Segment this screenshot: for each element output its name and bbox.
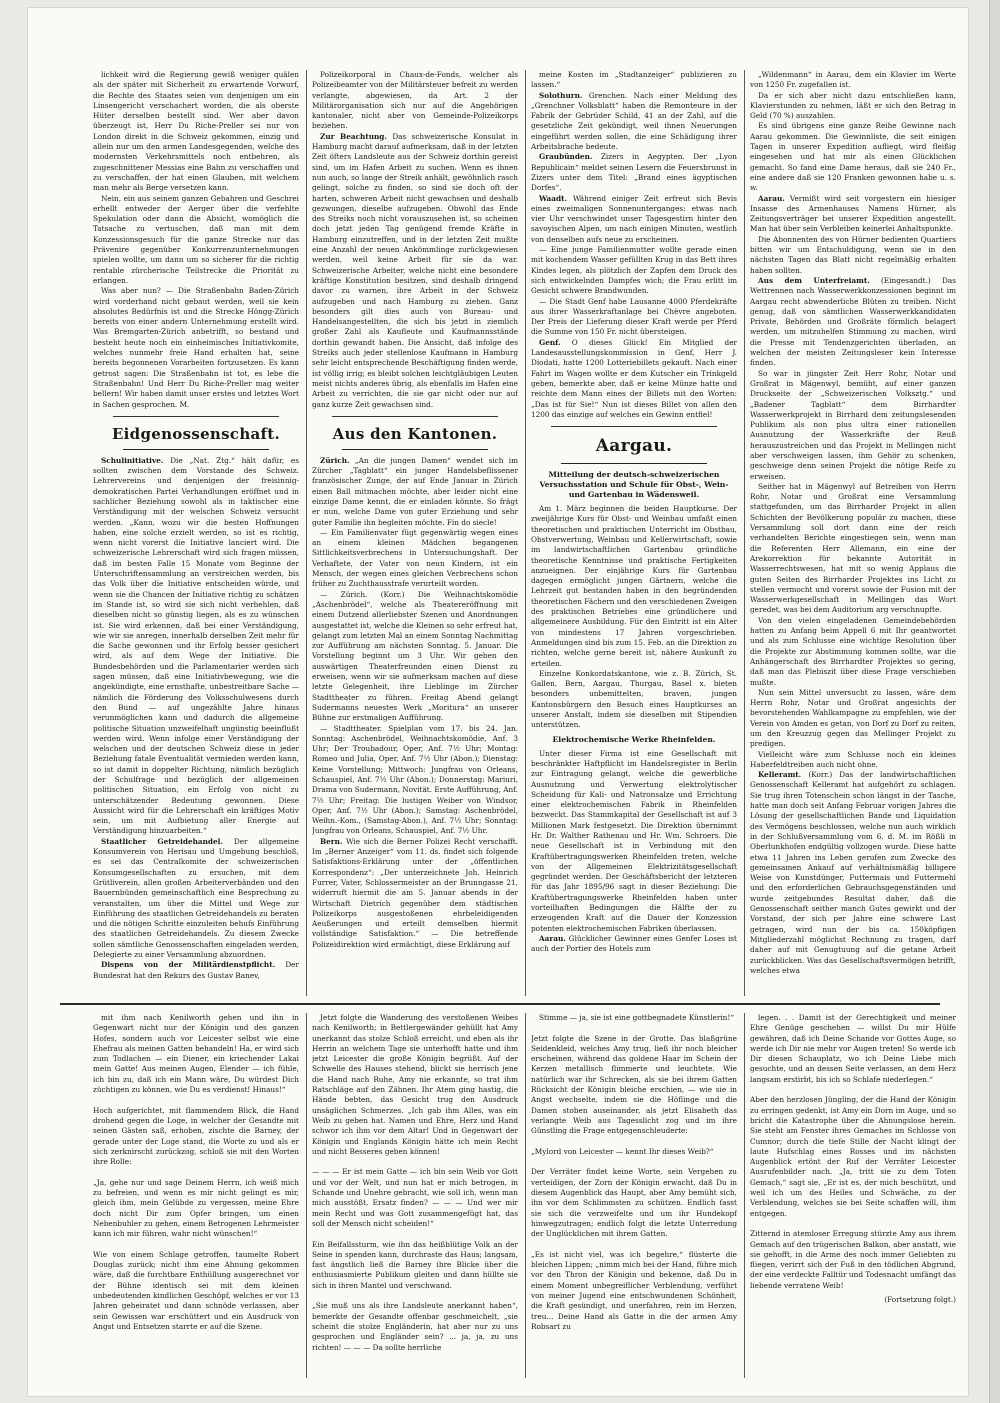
article-paragraph: Von den vielen eingeladenen Gemeindebehörden hatten zu Anfang beim Appell 6 mit Ihr geantwortet und als zum Schlusse eine wichtige Resolution über die Projekte zur Abstimmung kommen sollte, war die Anhängerschaft des Birrhardter Projektes so gering, daß man das Plebiszit über diese Frage verschieben mußte.	[750, 615, 956, 687]
column-2	[312, 70, 518, 996]
article-paragraph: Solothurn. Grenchen. Nach einer Meldung des „Grenchner Volksblatt“ haben die Remonteure in der Fabrik der Gebrüder Schild, 41 an der Zahl, auf die gesetzliche Zeit gekündigt, weil ihnen Neuerungen eingeführt werden sollen, die eine Schädigung ihrer Arbeitsbrache bedeute.	[531, 90, 737, 152]
article-paragraph: Genf. O dieses Glück! Ein Mitglied der Landesausstellungskommission in Genf, Herr J. Diodati, hatte 1200 Lotteriebillets gekauft. Nach einer Fahrt im Wagen wollte er dem Kutscher ein Trinkgeld geben, bemerkte aber, daß er keine Münze hatte und reichte dem Mann eines der Billets mit den Worten: „Das ist für Sie!“ Nun ist dieses Billet von allen den 1200 das einzige auf welches ein Gewinn entfiel!	[531, 337, 737, 419]
article-paragraph: Staatlicher Getreidehandel. Der allgemeine Konsumverein von Herisau und Umgebung beschloß, es sei das Centralkomite der schweizerischen Konsumgesellschaften zu ersuchen, mit dem Grütliverein, allen großen Arbeiterverbänden und den Bauernbünden gemeinschaftlich eine Besprechung zu veranstalten, um über die Mittel und Wege zur Einführung des staatlichen Getreidehandels zu beraten und die nötigen Schritte einzuleiten behufs Einführung des staatlichen Getreidehandels. Zu diesem Zwecke sollen sämtliche Genossenschaften eingeladen werden, Delegierte zu einer Versammlung abzuordnen.	[93, 836, 299, 960]
article-paragraph: Was aber nun? — Die Straßenbahn Baden-Zürich wird vorderhand nicht gebaut werden, weil sie kein absolutes Bedürfnis ist und die Strecke Höngg-Zürich bereits von einer andern Unternehmung erstellt wird. Was Bremgarten-Zürich anbetrifft, so bestand und besteht heute noch ein einheimisches Initiativkomite, welches nunmehr freie Hand erhalten hat, seine bereits begonnenen Vorarbeiten fortzusetzen. Es kann getrost sagen: Die Straßenbahn ist tot, es lebe die Straßenbahn! Und Herr Du Riche-Preller mag weiter bellern! Wir haben damit unser erstes und letztes Wort in Sachen gesprochen. M.	[93, 286, 299, 409]
article-paragraph: lichkeit wird die Regierung gewiß weniger quälen als der später mit Sicherheit zu erwartende Vorwurf, die Rechte des Staates seien von denjenigen um ein Linsengericht verschachert worden, die als oberste Hüter derselben bestellt sind. Wer aber davon überzeugt ist, Herr Du Riche-Preller sei nur von London direkt in die Schweiz gekommen, einzig und allein nur um den armen Landesgegenden, welche des modernsten Verkehrsmittels noch entbehren, als zugeschnittener Messias eine Bahn zu verschaffen und zu verschaffen, der hat einen Glauben, mit welchem man mehr als Berge versetzen kann.	[93, 70, 299, 193]
article-paragraph: So war in jüngster Zeit Herr Rohr, Notar und Großrat in Mägenwyl, bemüht, auf einer ganzen Druckseite der „Schweizerischen Volksztg.“ und „Badener Tagblatt“ dem Birrhardter Wasserwerkprojekt in Birrhard dem zeitungslesenden Publikum als non plus ultra einer rationellen Ausnutzung der Wasserkräfte der Reuß herauszustreichen und das Projekt in Mellingen nicht aber verschweigen lassen, ihm Gehör zu schenken, geschweige denn seinen Projekt die nötige Reife zu erweisen.	[750, 368, 956, 481]
feuilleton-column-3	[531, 1013, 737, 1378]
article-paragraph: — Eine junge Familienmutter wollte gerade einen mit kochendem Wasser gefüllten Krug in das Bett ihres Kindes legen, als plötzlich der Zapfen dem Druck des sich entwickelnden Dampfes wich; die Frau erlitt im Gesicht schwere Brandwunden.	[531, 245, 737, 296]
continuation-note: (Fortsetzung folgt.)	[884, 1295, 956, 1305]
title-rule	[561, 463, 707, 464]
article-paragraph: Aarau. Vermißt wird seit vorgestern ein hiesiger Insasse des Armenhauses Namens Hürner, als Zeitungsverträger bei unserer Expedition angestellt. Man hat über sein Verbleiben keinerlei Anhaltspunkte.	[750, 193, 956, 234]
page-edge-strip	[989, 0, 1000, 1403]
column-1	[93, 70, 299, 996]
run-head: Schulinitiative.	[101, 455, 164, 465]
article-paragraph: Am 1. März beginnen die beiden Hauptkurse. Der zweijährige Kurs für Obst- und Weinbau umfaßt einen theoretischen und praktischen Unterricht im Obstbau, Obstverwertung, Weinbau und Kellerwirtschaft, sowie im landwirtschaftlichen Gartenbau gründliche theoretische Kenntnisse und praktische Fertigkeiten anzueignen. Der einjährige Kurs für Gartenbau dagegen ermöglicht jungen Gärtnern, welche die Lehrzeit gut bestanden haben in den begründenden theoretischen Fächern und den verschiedenen Zweigen des praktischen Betriebes eine gründlichere und allgemeinere Ausbildung. Für den Eintritt ist ein Alter von mindestens 17 Jahren vorgeschrieben. Anmeldungen sind bis zum 15. Feb. an die Direktion zu richten, welche gerne bereit ist, nähere Auskunft zu erteilen.	[531, 504, 737, 668]
run-head: Bern.	[320, 836, 343, 846]
article-paragraph: Einzelne Konkordatskantone, wie z. B. Zürich, St. Gallen, Bern, Aargau, Thurgau, Basel x. bieten besonders unbemittelten, braven, jungen Kantonsbürgern den Besuch eines Hauptkurses an unserer Anstalt, indem sie dieselben mit Stipendien unterstützen.	[531, 668, 737, 730]
article-paragraph: Schulinitiative. Die „Nat. Ztg.“ hält dafür, es sollten zwischen dem Vorstande des Schweiz. Lehrervereins und denjenigen der freisinnig-demokratischen Partei Verhandlungen eröffnet und in sachlicher Beziehung sowohl als in taktischer eine Verständigung mit der welschen Schweiz versucht werden. „Kann, wozu wir die besten Hoffnungen haben, eine solche erzielt werden, so ist es richtig, wenn nicht vorerst die Initiative lanciert wird. Die schweizerische Lehrerschaft wird sich fragen müssen, daß im besten Falle 15 Monate vom Beginne der Unterschriftensammlung an verstreichen werden, bis das Volk über die Initiative entscheiden würde, und wenn sie die Chancen der Initiative richtig zu schätzen im Stande ist, so wird sie sich nicht verhehlen, daß dieselben nicht so günstig liegen, als es zu wünschen ist. Sie wird erkennen, daß bei einer Verständigung, wie wir sie anregen, innerhalb derselben Zeit mehr für die Sache gewonnen und ihr Erfolg besser gesichert wird, als auf dem Wege der Initiative. Die Bundesbehörden und die Parlamentarier werden sich sagen müssen, daß eine Initiativbewegung, wie die angekündigte, eine ernsthafte, unbestreitbare Sache — nämlich die Förderung des Volksschulwesens durch den Bund — auf ungezählte Jahre hinaus verunmöglichen kann und dadurch die allgemeine politische Situation unzweifelhaft ungünstig beeinflußt werden wird. Wenn infolge einer Verständigung der welschen und der deutschen Schweiz diese in jeder Beziehung fatale Eventualität vermieden werden kann, so ist damit in doppelter Richtung, nämlich bezüglich der Schulfrage und bezüglich der allgemeinen politischen Situation, ein Erfolg von nicht zu unterschätzender Bedeutung gewonnen. Diese Aussicht wird für die Lehrerschaft ein kräftiges Motiv sein, um mit Aufbietung aller Energie auf Verständigung hinzuarbeiten.“	[93, 455, 299, 836]
section-rule	[551, 426, 717, 427]
story-text: mit ihm nach Kenilworth gehen und ihn in Gegenwart nicht nur der Königin und des ganzen Hofes, sondern auch vor Leicester selbst wie eine Ehefrau als meinen Gatten behandeln! Ha, er wird sich zum Todlachen — ein Diener, ein kriechender Lakai mein Gatte! Aus meinen Augen, Elender — ich fühle, ich bin zu, daß ich ein Mann wäre, Du würdest Dich züchtigen zu können, wie Du es verdienst! Hinaus!“ Hoch aufgerichtet, mit flammendem Blick, die Hand drohend gegen die Loge, in welcher der Gesandte mit seinen Gästen saß, erhoben, zischte die Barney, der gerade unter der Loge stand, die Worte zu und als er sich zerknirscht zurückzog, schloß sie mit den Worten ihre Rolle: „Ja, gehe nur und sage Deinem Herrn, ich weiß mich zu befreien, und wenn es mir nicht gelingt es mir, gleich ihm, mein Gelübde zu vergessen, meine Ehre doch nicht Dir zum Opfer bringen, um einen Nebenbuhler zu gehen, einem Betrogenen Lehrmeister kann ich mir führen, wahr nicht wünschen!“ Wie von einem Schlage getroffen, taumelte Robert Douglas zurück; nicht ihm eine Ahnung gekommen wäre, daß die furchtbare Enthüllung ausgerechnet vor der Bühne identisch sei mit dem kleinen unbedeutenden kindlichen Geschöpf, welches er vor 13 Jahren geheiratet und dann schnöde verlassen, aber sein Gewissen war erschüttert und ein Ausdruck von Angst und Entsetzen starrte er auf die Szene.	[93, 1013, 299, 1331]
run-head: Graubünden.	[539, 152, 593, 162]
article-paragraph: Vielleicht wäre zum Schlusse noch ein kleines Haberfeldtreiben auch nicht ohne.	[750, 749, 956, 769]
run-head: Zürich.	[320, 455, 350, 465]
run-head: Zur Beachtung.	[320, 131, 387, 141]
column-rule	[306, 1013, 307, 1378]
column-rule	[744, 70, 745, 996]
feuilleton-column-4	[750, 1013, 956, 1378]
article-paragraph: Zürich. „An die jungen Damen“ wendet sich im Zürcher „Tagblatt“ ein junger Handelsbeflissener französischer Zunge, der auf Ende Januar in Zürich einen Ball mitmachen möchte, aber leider nicht eine einzige Dame kennt, die er einladen könnte. So frägt er nun, welche Dame von guter Erziehung und sehr guter Familie ihn begleiten möchte. Fin do siecle!	[312, 455, 518, 527]
story-text: Jetzt folgte die Wanderung des verstoßenen Weibes nach Kenilworth; in Bettlergewänder gehüllt hat Amy unerkannt das stolze Schloß erreicht, und eben als ihr Herrin an welchem Tage sie unterhofft hatte und ihm jetzt Leicester die große Königin begrüßt. Auf der Schwelle des Hauses stehend, blickt sie herrisch jene die Hand nach Ruhe, Amy nie erkannte, so trat ihm Ratschläge auf den Zähnen. Ihr Atem ging hastig, die Hände bebten, das Gesicht trug den Ausdruck unsäglichen Schmerzes. „Ich gab ihm Alles, was ein Weib zu geben hat. Namen und Ehre, Herz und Hand schwor ich ihm vor dem Altar! Und in Gegenwart der Königin und Englands Königin hätte ich mein Recht und nicht Besseres geben können! — — — Er ist mein Gatte — ich bin sein Weib vor Gott und vor der Welt, und nun hat er mich betrogen, in Schande und Unehre gebracht, wie soll ich, wenn man mich ausstößt, Ersatz finden? — — — Und wer mir mein Recht und was Gott zusammengefügt hat, das soll der Mensch nicht scheiden!“ Ein Beifallssturm, wie ihn das heißblütige Volk an der Seine in spenden kann, durchraste das Haus; langsam, fast ängstlich ließ die Barney ihre Blicke über die enthusiasmierte Publikum gleiten und dann hüllte sie sich in ihren Mantel und verschwand. „Sie muß uns als ihre Landsleute anerkannt haben“, bemerkte der Gesandte offenbar geschmeichelt, „sie scheint die stolze Engländerin, hat aber nur zu uns gesprochen und Engländer sein? ... ja, ja, zu uns richten! — — — Da sollte herrliche	[312, 1013, 518, 1352]
feuilleton-column-1	[93, 1013, 299, 1378]
column-rule	[744, 1013, 745, 1378]
article-paragraph: Graubünden. Zizers in Aegypten. Der „Lyon Republicain“ meldet seinen Lesern die Feuersbrunst in Zizers unter dem Titel: „Brand eines ägyptischen Dorfes“.	[531, 152, 737, 193]
article-paragraph: Die Abonnenten des von Hürner bedienten Quartiers bitten wir um Entschuldigung, wenn sie in den nächsten Tagen das Blatt nicht regelmäßig erhalten haben sollten.	[750, 234, 956, 275]
run-head: Waadt.	[539, 193, 568, 203]
story-text: Stimme — ja, sie ist eine gottbegnadete Künstlerin!“ Jetzt folgte die Szene in der Grotte. Das blaßgrüne Seidenkleid, welches Amy trug, ließ ihr noch bleicher erscheinen, während das goldene Haar im Schein der Kerzen metallisch flimmerte und leuchtete. Wie natürlich war ihr Schrecken, als sie bei ihrem Gatten Rücksicht der Königin bleiche erschien, — wie sie in Angst wechselte, indem sie die Höflinge und die Damen stoben auseinander, als jetzt Elisabeth das verlangte Weib aus Tagesslicht zog und im ihre Günstling die Frage entgegenschleuderte: „Mylord von Leicester — kennt Ihr dieses Weib?“ Der Verräter findet keine Worte, sein Vergehen zu verteidigen, der Zorn der Königin erwacht, daß Du in diesem Augenblick das Haupt, aber Amy bemüht sich, ihn vor dem Schlimmsten zu schützen. Endlich fasst sie sich die verzweifelte und um ihr Hundekopf hinwegzutragen; endlich folgt die letzte Unterredung der Unglücklichen mit ihrem Gatten. „Es ist nicht viel, was ich begehre,“ flüsterte die bleichen Lippen; „nimm mich bei der Hand, führe mich vor den Thron der Königin und bekenne, daß Du in einem Moment unbegreiflicher Verblendung, verführt von meiner Jugend eine entschwundenen Schönheit, die Kraft gesündigt, und unerfahren, rein im Herzen, treu... Deine Hand als Gatte in die der armen Amy Robsart zu	[531, 1013, 737, 1331]
article-paragraph: Nun sein Mittel unversucht zu lassen, wäre dem Herrn Rohr, Notar und Großrat angesichts der bevorstehenden Wahlkampagne zu empfehlen, wie der Verein von Amden es getan, von Dorf zu Dorf zu reiten, um den Kreuzzug gegen das Mellinger Projekt zu predigen.	[750, 687, 956, 749]
run-head: Solothurn.	[539, 90, 583, 100]
article-paragraph: — Die Stadt Genf habe Lausanne 4000 Pferdekräfte aus ihrer Wasserkraftanlage bei Chèvre angeboten. Der Preis der Lieferung dieser Kraft werde per Pferd die Summe von 150 Fr. nicht übersteigen.	[531, 296, 737, 337]
article-paragraph: — Ein Familienvater fügt gegenwärtig wegen eines an einem kleinen Mädchen begangenen Sittlichkeitsverbrechens in Untersuchungshaft. Der Verhaftete, der Vater von neun Kindern, ist ein Mensch, der wegen eines gleichen Verbrechens schon früher zu Zuchthausstrafe verurteilt worden.	[312, 527, 518, 589]
column-rule	[306, 70, 307, 996]
article-paragraph: Kelleramt. (Korr.) Das der landwirtschaftlichen Genossenschaft Kelleramt hat aufgehört zu schlagen. Sie trug ihren Totenschein schon längst in der Tasche, hatte man doch seit Anfang Februar vorigen Jahres die Lösung der gesellschaftlichen Bande und Liquidation des Vermögens beschlossen, welche nun auch wirklich in der Schlußversammlung vom 6. d. M. im Rößli in Oberlunkhofen endgültig vollzogen wurde. Diese hatte etwa 11 Jahren ins Leben gerufen zum Zwecke des gemeinsamen Ankauf auf verhältnismäßig billigere Weise von Kunstdünger, Futtermais und Futtermehl und den erforderlichen Gebrauchsgegenständen und wurde zeitgebundes Resultat daher, daß die Genossenschaft seither manch Gutes gewirkt und der Vorstand, der sich per Jahre eine schwere Last getragen, wird nun der bis ca. 150köpfigen Mitgliederzahl möglichst Rechnung zu tragen, darf daher auf mit Genugtuung auf die getane Arbeit zurückblicken. Was das Gesellschaftsvermögen betrifft, welches etwa	[750, 770, 956, 975]
article-paragraph: „Wildenmann“ in Aarau, dem ein Klavier im Werte von 1250 Fr. zugefallen ist.	[750, 70, 956, 90]
column-rule	[525, 70, 526, 996]
section-title-aargau: Aargau.	[595, 436, 673, 457]
story-text: legen. . . Damit ist der Gerechtigkeit und meiner Ehre Genüge geschehen — willst Du mir Hülfe gewähren, daß ich Deine Schande vor Gottes Auge, so werde ich Dir nie mehr vor Augen treten! So werde ich Dir diesen Schauplatz, wo ich Deine Liebe mich gesuchte, und an dessen Seite verlassen, an dem Herz langsam erstirbt, bis ich so Schlafe niederlegen.“ Aber den herzlosen Jüngling, der die Hand der Königin zu erringen gedenkt, ist Amy ein Dorn im Auge, und so bricht die Katastrophe über die Ahnungslose herein. Sie steht am Fenster ihres Gemaches im Schlosse von Cumnor; durch die tiefe Stille der Nacht klingt der laute Hufschlag eines Rosses und im nächsten Augenblick ertönt der Ruf der Verräter Leicester Ausrufenbilder nach. „Ja, tritt sie zu dem Toten Gemach,“ sagt sie, „Er ist es, der mich beschützt, und weil ich um des Heiles und Schwäche, zu der Verblendung, welches sie bei Seite schaffen will, ihm entgegen. Zitternd in atemloser Erregung stürzte Amy aus ihrem Gemach auf den trügerischen Balkon, aber anstatt, wie sie gehofft, in die Arme des noch immer Geliebten zu fliegen, verirrt sich der Fuß in den tödlichen Abgrund, der eine verdeckte Falltür und Todesnacht umfängt das liebende verratene Weib!	[750, 1013, 956, 1290]
article-paragraph: Aus dem Unterfreiamt. (Eingesandt.) Das Wettrennen nach Wasserwerkkonzessionen beginnt im Aargau recht abwenderliche Blüten zu treiben. Nicht genug, daß von sämtlichen Wasserwerkkandidaten Private, Behörden und Großräte förmlich belagert werden, um mitzuhelfen Stimmung zu machen, wird die Presse mit Tendenzgerichten überladen, an welchen der meisten Zeitungsleser kein Interesse finden.	[750, 275, 956, 368]
article-paragraph: Waadt. Während einiger Zeit erfreut sich Bevis eines zweimaligen Sonnenunterganges: etwas nach vier Uhr verschwindet unser Tagesgestirn hinter den savoyischen Alpen, um nach einigen Minuten, westlich von denselben aufs neue zu erscheinen.	[531, 193, 737, 244]
title-rule	[342, 449, 488, 450]
article-paragraph: meine Kosten im „Stadtanzeiger“ publizieren zu lassen.“	[531, 70, 737, 90]
run-head: Aus dem Unterfreiamt.	[758, 275, 870, 285]
run-head: Aarau.	[539, 933, 566, 943]
run-head: Aarau.	[758, 193, 785, 203]
article-paragraph: Aarau. Glücklicher Gewinner eines Genfer Loses ist auch der Portier des Hotels zum	[531, 933, 737, 954]
title-rule	[123, 449, 269, 450]
article-paragraph: Seither hat in Mägenwyl auf Betreiben von Herrn Rohr, Notar und Großrat eine Versammlung stattgefunden, um das Birrharder Projekt in allen Schichten der Bevölkerung populär zu machen, diese Versammlung soll dort dann eine der reich verhandelten Berichte eingestiegen sein, wenn man die Referenten Herr Allemann, ein eine der Arekorrektion für bekannte Autorität in Wasserrechtswesen, hat mit so wenig Applaus die guten Seiten des Birrharder Projektes ins Licht zu stellen vermocht und vorerst sowie der Fusion mit der Wasserwerkgesellschaft in Mellingen das Wort geredet, was bei dem Auditorium arg verschnupfte.	[750, 481, 956, 615]
run-head: Dispens von der Militärdienstpflicht.	[101, 960, 276, 970]
article-paragraph: Da er sich aber nicht dazu entschließen kann, Klavierstunden zu nehmen, läßt er sich den Betrag in Geld (70 %) auszahlen.	[750, 90, 956, 121]
section-rule	[332, 416, 498, 417]
article-paragraph: Polizeikorporal in Chaux-de-Fonds, welcher als Polizeibeamter von der Militärsteuer befreit zu werden verlangte, abgewiesen, da Art. 2 der Militärorganisation sich nur auf die Angehörigen kantonaler, nicht aber von Gemeinde-Polizeikorps beziehen.	[312, 70, 518, 131]
article-subhead: Mitteilung der deutsch-schweizerischen Versuchsstation und Schule für Obst-, Wein- und Gartenbau in Wädensweil.	[539, 470, 729, 500]
article-subhead: Elektrochemische Werke Rheinfelden.	[552, 734, 716, 744]
run-head: Staatlicher Getreidehandel.	[101, 836, 223, 846]
article-paragraph: — Zürich. (Korr.) Die Weihnachtskomödie „Aschenbrödel“, welche als Theatereröffnung mit einem Dutzend allerliebster Szenen und Anordnungen ausgestattet ist, welche die Kleinen so sehr erfreut hat, gelangt zum letzten Mal an einem Sonntag Nachmittag zur Aufführung am nächsten Sonntag. 5. Januar. Die Vorstellung beginnt um 3 Uhr. Wir geben den auswärtigen Theaterfreunden einen Dienst zu erweisen, wenn wir sie aufmerksam machen auf diese letzte Gelegenheit, ihre Lieblinge im Zürcher Stadttheater zu führen. Freitag Abend gelangt Sudermanns neuestes Werk „Moritura“ an unserer Bühne zur erstmaligen Aufführung.	[312, 589, 518, 723]
column-rule	[525, 1013, 526, 1378]
article-paragraph: Nein, ein aus seinem ganzen Gebahren und Geschrei erhellt entweder der Aerger über die verfehlte Spekulation oder dann die Absicht, womöglich die Tatsache zu vertuschen, daß man mit dem Konzessionsgesuch für die ganze Strecke nur das Prävenire gegenüber Konkurrenzunternehmungen spielen wollte, um dann um so sicherer für die richtig rentable zürcherische Teilstrecke die Priorität zu erlangen.	[93, 193, 299, 285]
feuilleton-divider	[60, 1003, 940, 1005]
article-paragraph: Zur Beachtung. Das schweizerische Konsulat in Hamburg macht darauf aufmerksam, daß in der letzten Zeit öfters Landsleute aus der Schweiz dorthin gereist sind, um im Hafen Arbeit zu suchen. Wenn es ihnen nun auch, so lange der Streik anhält, gewöhnlich rasch gelingt, solche zu finden, so sind sie doch oft der harten, schweren Arbeit nicht gewachsen und deshalb gezwungen, dieselbe aufzugeben. Obwohl das Ende des Streiks noch nicht vorauszusehen ist, so scheinen doch jetzt jeden Tag genügend fremde Kräfte in Hamburg einzutreffen, und in der letzten Zeit mußte eine Anzahl der neuen Ankömmlinge zurückgewiesen werden, weil keine Arbeit für sie da war. Schweizerische Arbeiter, welche nicht eine besondere kräftige Konstitution besitzen, sind deshalb dringend davor zu warnen, ihre Arbeit in der Schweiz aufzugeben und nach Hamburg zu ziehen. Ganz besonders gilt dies auch von Bureau- und Handelsangestellten, die sich bis jetzt in ziemlich großer Zahl als Kaufleute und Kaufmannsstände dorthin gewandt haben. Die Ansicht, daß infolge des Streiks auch jeder stellenlose Kaufmann in Hamburg sehr leicht entsprechende Beschäftigung finden werde, ist völlig irrig; es bleibt solchen leichtgläubigen Leuten meist nichts anderes übrig, als ebenfalls im Hafen eine Arbeit zu verrichten, die sie gar nicht oder nur auf ganz kurze Zeit gewachsen sind.	[312, 131, 518, 409]
run-head: Kelleramt.	[758, 770, 802, 780]
article-paragraph: Unter dieser Firma ist eine Gesellschaft mit beschränkter Haftpflicht im Handelsregister in Berlin zur Eintragung gelangt, welche die gewerbliche Ausnutzung und Verwertung elektrolytischer Scheidung für Kali- und Natronsalze und Errichtung einer elektrochemischen Fabrik in Rheinfelden bezweckt. Das Stammkapital der Gesellschaft ist auf 3 Millionen Mark festgesetzt. Die Direktion übernimmt Hr. Dr. Walther Rathenau und Hr. Wm. Schroers. Die neue Gesellschaft ist in Verbindung mit den Kraftübertragungswerken Rheinfelden treten, welche von der Allgemeinen Elektrizitätsgesellschaft gegründet werden. Der Geschäftsbericht der letzteren für das Jahr 1895/96 sagt in dieser Beziehung: Die Kraftübertragungswerke Rheinfelden haben unter vorteilhaften Bedingungen die Hälfte der zu erzeugenden Kraft auf die Dauer der Konzession potenten elektrochemischen Fabriken überlassen.	[531, 748, 737, 933]
section-rule	[113, 416, 279, 417]
column-4	[750, 70, 956, 996]
feuilleton-column-2	[312, 1013, 518, 1378]
run-head: Genf.	[539, 337, 561, 347]
article-paragraph: — Stadttheater. Spielplan vom 17. bis 24. Jan. Sonntag: Aschenbrödel, Weihnachtskomödie, Anf. 3 Uhr; Der Troubadour, Oper, Anf. 7½ Uhr; Montag: Romeo und Julia, Oper, Anf. 7½ Uhr (Abon.); Dienstag: Keine Vorstellung; Mittwoch: Jungfrau von Orleans, Schauspiel, Anf. 7½ Uhr (Abon.); Donnerstag: Mariuri, Drama von Sudermann, Novität. Erste Aufführung, Anf. 7½ Uhr; Freitag: Die lustigen Weiber von Windsor, Oper, Anf. 7½ Uhr (Abon.); Samstag: Aschenbrödel, Weihn.-Kom., (Samstag-Abon.), Anf. 7½ Uhr; Sonntag: Jungfrau von Orleans, Schauspiel, Anf. 7½ Uhr.	[312, 723, 518, 836]
section-title-kantonen: Aus den Kantonen.	[332, 424, 498, 443]
article-paragraph: Dispens von der Militärdienstpflicht. Der Bundesrat hat den Rekurs des Gustav Banev,	[93, 960, 299, 980]
article-paragraph: Es sind übrigens eine ganze Reihe Gewinne nach Aarau gekommen. Die Gewinnliste, die seit einigen Tagen in unserer Expedition aufliegt, wird fleißig eingesehen und hat mir als einen Glücklichen gemacht. So fand eine Dame heraus, daß sie 240 Fr., eine andere daß sie 120 Franken gewonnen habe u. s. w.	[750, 121, 956, 193]
column-3	[531, 70, 737, 996]
section-title-eidgenossenschaft: Eidgenossenschaft.	[111, 424, 281, 443]
article-paragraph: Bern. Wie sich die Berner Polizei Recht verschafft. Im „Berner Anzeiger“ vom 11. ds. findet sich folgende Satisfaktions-Erklärung unter der „öffentlichen Korrespondenz“: „Der unterzeichnete Joh. Heinrich Furrer, Vater, Schlossermeister an der Brunngasse 21, widerruft hiermit die am 5. Januar abends in der Wirtschaft Dietrich gegenüber dem städtischen Polizeikorps ausgestoßenen ehrbeleidigenden Aeußerungen und erteilt demselben hiermit vollständige Satisfaktion.“ — Die betreffende Polizeidirektion wird ermächtigt, diese Erklärung auf	[312, 836, 518, 949]
